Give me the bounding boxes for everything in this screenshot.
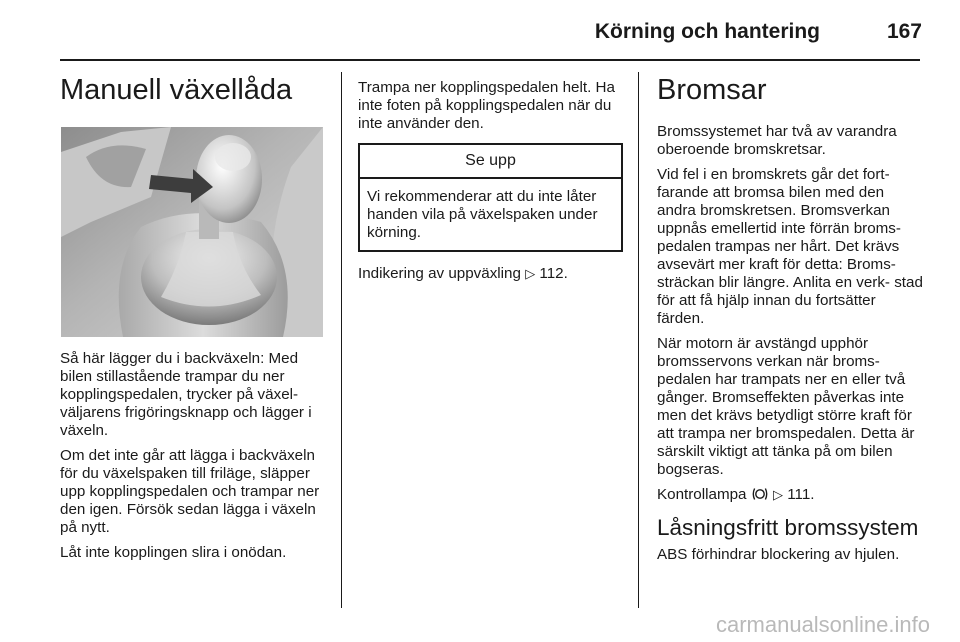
column-divider-right xyxy=(638,72,639,608)
section-heading-brakes: Bromsar xyxy=(657,74,767,106)
right-column-text xyxy=(657,123,925,571)
cross-reference xyxy=(358,265,623,283)
caution-box xyxy=(358,143,623,252)
caution-text: Vi rekommenderar att du inte låter handen vila på växelspaken under körning. xyxy=(367,188,598,241)
paragraph: Så här lägger du i backväxeln: Med bilen stillastående trampar du ner kopplingspedalen, trycker på växel- väljarens frigöringsknapp och lägger i växeln. xyxy=(60,350,312,439)
paragraph: ABS förhindrar blockering av hjulen. xyxy=(657,546,900,563)
brake-warning-icon xyxy=(751,487,769,501)
paragraph: När motorn är avstängd upphör bromsservons verkan när broms- pedalen har trampats ner en eller två gånger. Bromseffekten påverkas inte men det krävs betydligt större kraft för att trampa ner bromspedalen. Detta är särskilt viktigt att tänka på om bilen bogseras. xyxy=(657,335,915,478)
left-column-text xyxy=(60,350,330,569)
page-number: 167 xyxy=(886,20,922,43)
reference-text: Indikering av uppväxling xyxy=(358,265,521,282)
paragraph: Bromssystemet har två av varandra oberoende bromskretsar. xyxy=(657,123,897,158)
reference-page: 111. xyxy=(787,486,815,503)
lamp-text: Kontrollampa xyxy=(657,486,747,503)
running-header-title: Körning och hantering xyxy=(594,20,820,43)
watermark: carmanualsonline.info xyxy=(715,612,930,637)
subheading-abs: Låsningsfritt bromssystem xyxy=(657,515,919,540)
paragraph: Om det inte går att lägga i backväxeln för du växelspaken till friläge, släpper upp kopplingspedalen och trampar ner den igen. Försök sedan lägga i växeln på nytt. xyxy=(60,447,320,536)
reference-arrow-icon: ▷ xyxy=(525,266,536,281)
control-lamp-reference xyxy=(657,486,925,504)
reference-page: 112. xyxy=(539,265,568,282)
gear-lever-illustration xyxy=(61,127,323,337)
column-divider-left xyxy=(341,72,342,608)
paragraph: Låt inte kopplingen slira i onödan. xyxy=(60,544,287,561)
header-rule xyxy=(60,59,920,61)
reference-arrow-icon: ▷ xyxy=(772,487,783,502)
middle-column xyxy=(358,79,623,290)
paragraph: Trampa ner kopplingspedalen helt. Ha inte foten på kopplingspedalen när du inte använder den. xyxy=(358,79,615,132)
paragraph: Vid fel i en bromskrets går det fort- farande att bromsa bilen med den andra bromskretsen. Bromsverkan uppnås emellertid inte förrän broms- pedalen trampas ner hårt. Det krävs avsevärt mer kraft för detta: Broms- sträckan blir längre. Anlita en verk- stad för att få hjälp innan du fortsätter färden. xyxy=(657,166,923,327)
section-heading-manual-gearbox: Manuell växellåda xyxy=(60,74,293,106)
caution-title: Se upp xyxy=(360,145,621,179)
